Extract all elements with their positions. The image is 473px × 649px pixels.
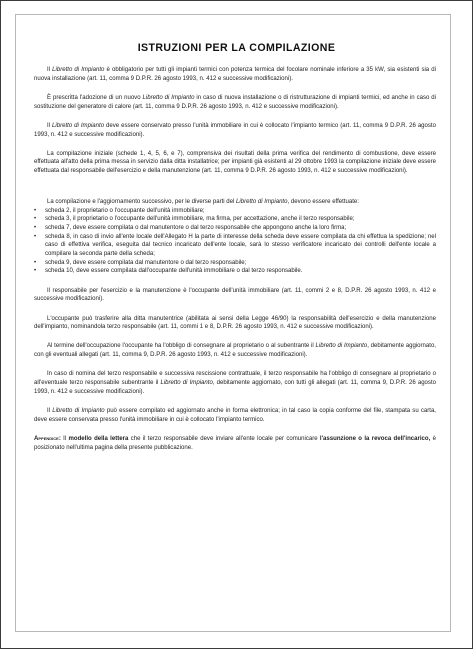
text: può essere compilato ed aggiornato anche in forma elettronica; in tal caso la copia conforme del file, stampata su carta, deve essere conservata presso l'unità immobiliare in cui è collocato l'impianto termico. [34,407,436,423]
italic-text: Libretto di Impianto [52,407,105,414]
text: È prescritta l'adozione di un nuovo [47,94,143,101]
appendix-label: Appendice: [34,435,61,442]
bold-text: modello della lettera [68,435,129,442]
text: La compilazione e l'aggiornamento successivo, per le diverse parti del [47,198,237,205]
italic-text: Libretto di Impianto [160,380,213,387]
text: è obbligatorio per tutti gli impianti termici con potenza termica del focolare nominale inferiore a 35 kW, sia esistenti sia di nuova installazione (art. 11, comma 9 D.P.R. 26 agosto 1993, n. 412 e successive modificazioni). [34,67,436,82]
paragraph-2 [34,94,436,111]
italic-text: Libretto di Impianto [52,122,105,129]
document-body [34,66,436,452]
paragraph-9 [34,370,436,396]
bold-text: l'assunzione o la revoca dell'incarico, [319,435,431,442]
spacer [34,176,436,198]
spacer [34,424,436,435]
bullet-list [34,207,436,277]
text: Il [47,407,53,414]
text: Al termine dell'occupazione l'occupante ha l'obbligo di consegnare al proprietario o al subentrante il [47,343,316,350]
list-item: • scheda 2, il proprietario o l'occupante dell'unità immobiliare; [34,207,436,216]
page-title: ISTRUZIONI PER LA COMPILAZIONE [137,42,336,54]
spacer [34,276,436,287]
text: Il [47,67,53,73]
text: deve essere conservato presso l'unità immobiliare in cui è collocato l'impianto termico (art. 11, comma 9 D.P.R. 26 agosto 1993, n. 412 e successive modificazioni). [34,122,436,138]
text: che il terzo responsabile deve inviare all'ente locale per comunicare [128,435,320,442]
paragraph-8 [34,342,436,359]
italic-text: Libretto di Impianto [315,343,368,350]
text: , debitamente aggiornato, con tutti gli allegati (art. 11, comma 9, D.P.R. 26 agosto 1993, n. 412 e successive modificazioni). [34,380,436,395]
spacer [34,139,436,150]
spacer [34,111,436,122]
text: , debitamente aggiornato, con gli eventuali allegati (art. 11, comma 9, D.P.R. 26 agosto 1993, n. 412 e successive modificazioni). [34,343,436,359]
spacer [34,332,436,343]
text: In caso di nomina del terzo responsabile e successiva rescissione contrattuale, il terzo responsabile ha l'obbligo di consegnare al proprietario o all'eventuale terzo responsabile subentrante il [34,371,436,387]
text: è posizionato nell'ultima pagina della presente pubblicazione. [34,435,436,451]
list-item: • scheda 10, deve essere compilata dall'occupante dell'unità immobiliare o dal terzo responsabile. [34,267,436,276]
text: in caso di nuova installazione o di ristrutturazione di impianti termici, ed anche in caso di sostituzione del generatore di calore (art. 11, comma 9 D.P.R. 26 agosto 1993, n. 412 e successive modificazioni). [34,94,436,110]
text: Il [60,435,69,442]
italic-text: Libretto di Impianto [142,94,195,101]
paragraph-1 [34,66,436,83]
italic-text: Libretto di Impianto [236,198,288,205]
paragraph-6: Il responsabile per l'esercizio e la manutenzione è l'occupante dell'unità immobiliare (art. 11, commi 2 e 8, D.P.R. 26 agosto 1993, n. 412 e successive modificazioni). [34,287,436,303]
paragraph-7: L'occupante può trasferire alla ditta manutentrice (abilitata ai sensi della Legge 46/90) la responsabilità dell'esercizio e della manutenzione dell'impianto, nominandola terzo responsabile (art. 11, commi 1 e 8, D.P.R. 26 agosto 1993, n. 412 e successive modificazioni). [34,315,436,331]
text: , devono essere effettuate: [287,198,359,205]
spacer [34,360,436,371]
paragraph-4: La compilazione iniziale (schede 1, 4, 5, 6, e 7), comprensiva dei risultati della prima verifica del rendimento di combustione, deve essere effettuata all'atto della prima messa in servizio dalla ditta installatrice; per impianti già esistenti al 29 ottobre 1993 la compilazione iniziale deve essere effettuata dal responsabile dell'esercizio e della manutenzione (art. 11, comma 9 D.P.R. 26 agosto 1993, n. 412 e successive modificazioni). [34,150,436,175]
italic-text: Libretto di Impianto [52,67,105,73]
appendix-note [34,435,436,452]
text: Il [47,122,53,129]
list-item: • scheda 7, deve essere compilata o dal manutentore o dal terzo responsabile che appongono anche la loro firma; [34,224,436,233]
list-item: • scheda 8, in caso di invio all'ente locale dell'Allegato H la parte di interesse della scheda deve essere compilata da chi effettua la spedizione; nel caso di effettiva verifica, eseguita dal tecnico incaricato dell'ente locale, sarà lo stesso verificatore incaricato dei controlli dell'ente locale a compilare la seconda parte della scheda; [34,233,436,259]
spacer [34,304,436,315]
spacer [34,396,436,407]
spacer [34,83,436,94]
paragraph-3 [34,122,436,139]
paragraph-10 [34,407,436,424]
list-item: • scheda 3, il proprietario o l'occupante dell'unità immobiliare, ma firma, per accettazione, anche il terzo responsabile; [34,215,436,224]
paragraph-5 [34,198,436,207]
list-item: • scheda 9, deve essere compilata dal manutentore o dal terzo responsabile; [34,259,436,268]
